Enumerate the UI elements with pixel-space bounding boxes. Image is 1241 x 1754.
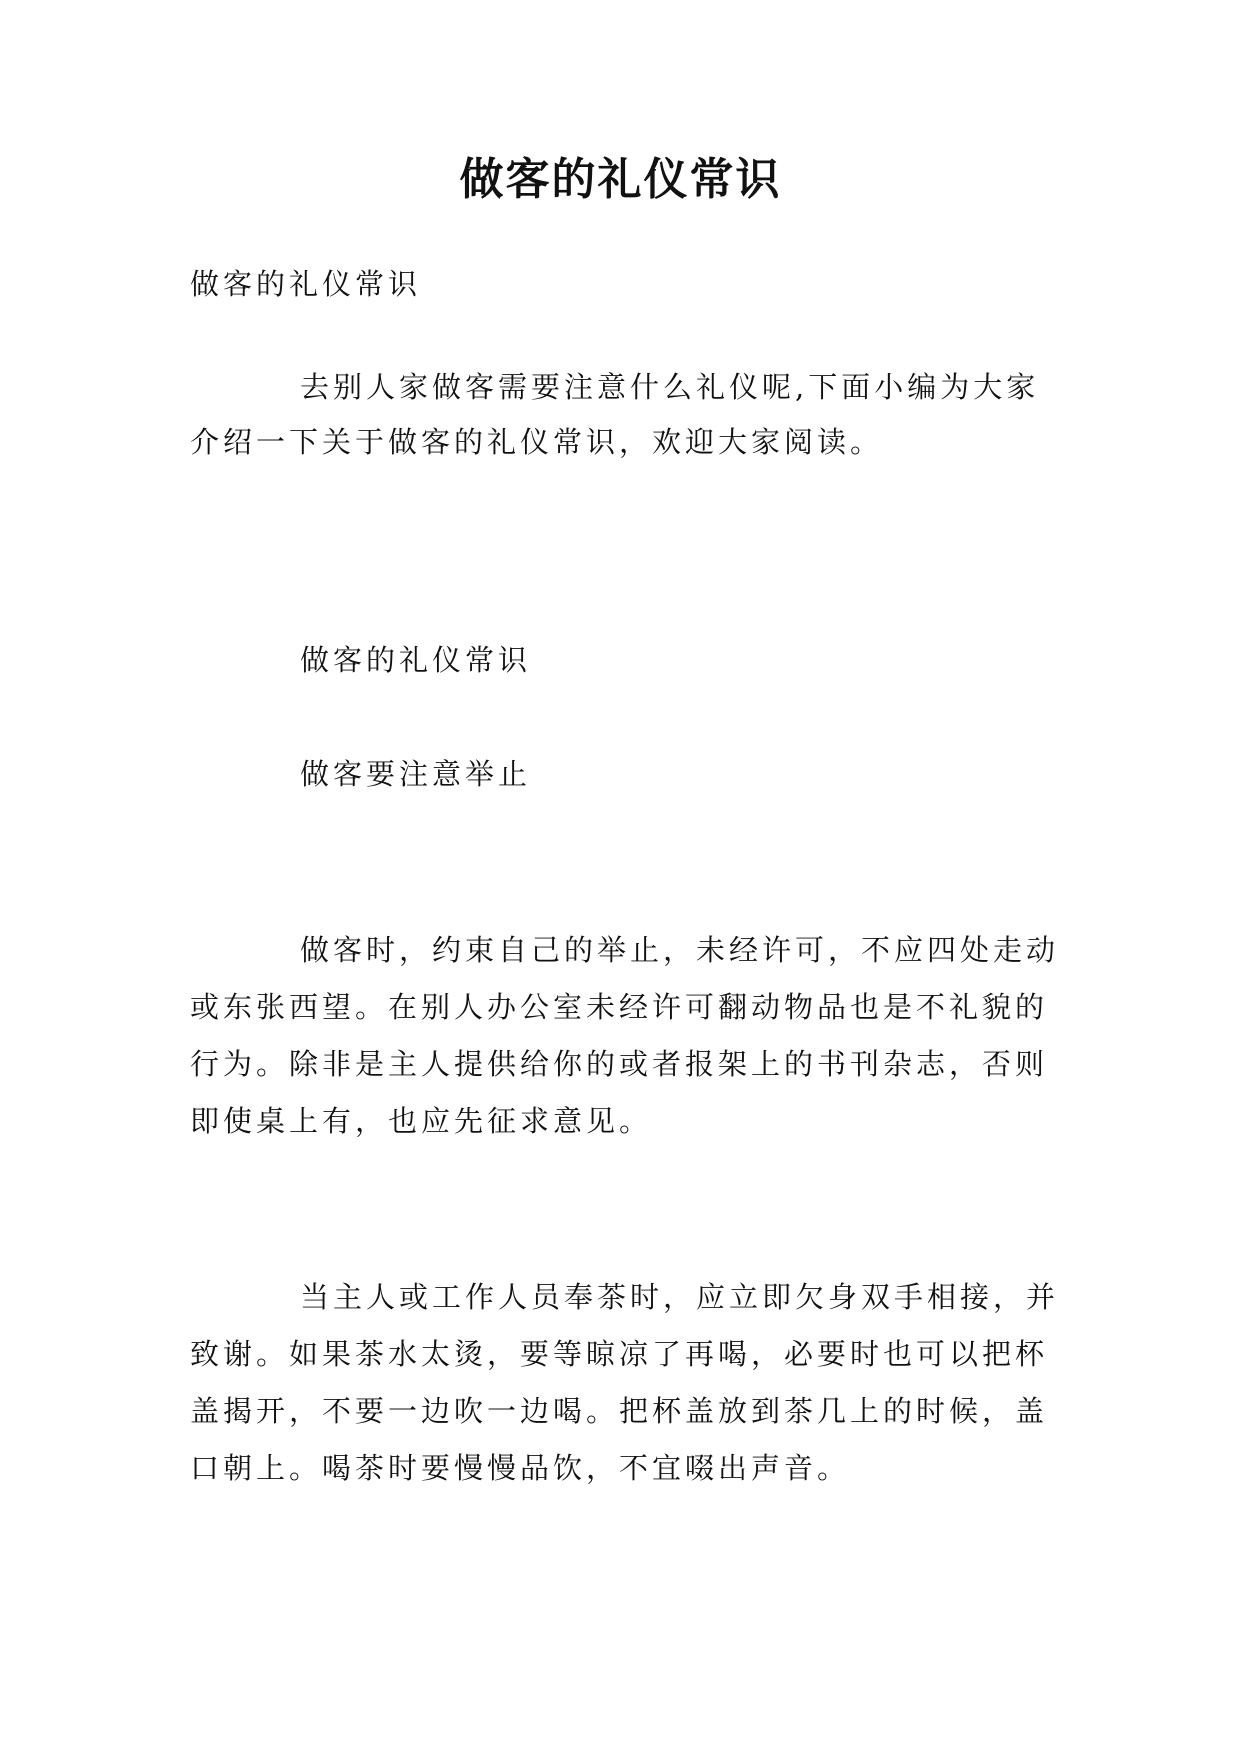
paragraph-1-line-1: 做客时，约束自己的举止，未经许可，不应四处走动 (300, 933, 1060, 967)
section-heading: 做客的礼仪常识 (300, 643, 532, 677)
subheading: 做客要注意举止 (300, 757, 532, 791)
document-title: 做客的礼仪常识 (459, 154, 782, 205)
intro-line-1: 去别人家做客需要注意什么礼仪呢,下面小编为大家 (300, 370, 1040, 404)
paragraph-2-line-3: 盖揭开，不要一边吹一边喝。把杯盖放到茶几上的时候，盖 (190, 1394, 1049, 1428)
paragraph-1-line-3: 行为。除非是主人提供给你的或者报架上的书刊杂志，否则 (190, 1047, 1049, 1081)
subtitle-text: 做客的礼仪常识 (190, 267, 422, 301)
intro-line-2: 介绍一下关于做客的礼仪常识，欢迎大家阅读。 (190, 425, 884, 459)
paragraph-1-line-4: 即使桌上有，也应先征求意见。 (190, 1104, 653, 1138)
paragraph-2-line-1: 当主人或工作人员奉茶时，应立即欠身双手相接，并 (300, 1280, 1060, 1314)
paragraph-1-line-2: 或东张西望。在别人办公室未经许可翻动物品也是不礼貌的 (190, 990, 1049, 1024)
paragraph-2-line-4: 口朝上。喝茶时要慢慢品饮，不宜啜出声音。 (190, 1451, 851, 1485)
paragraph-2-line-2: 致谢。如果茶水太烫，要等晾凉了再喝，必要时也可以把杯 (190, 1337, 1049, 1371)
